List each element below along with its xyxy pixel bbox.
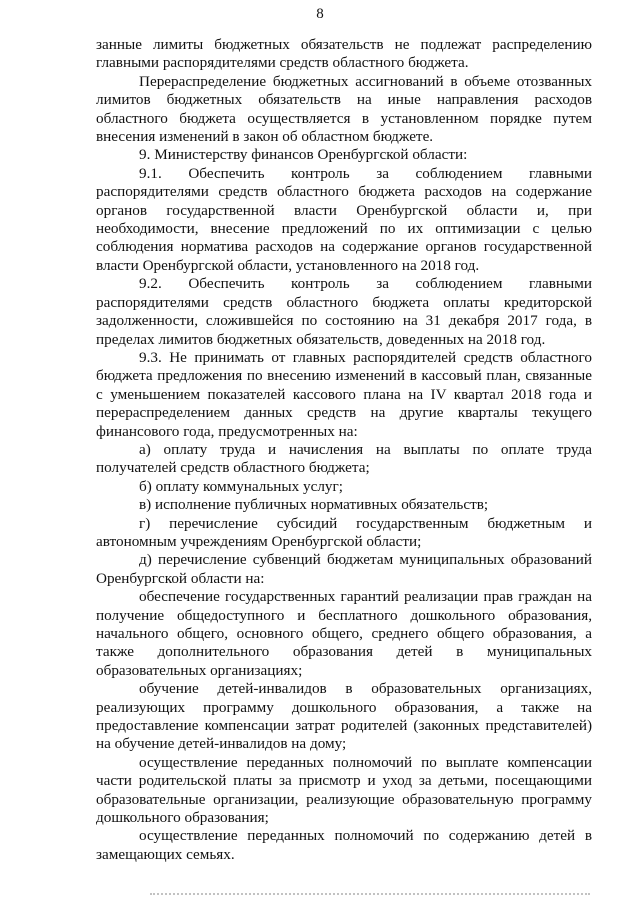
document-body [96,36,592,864]
paragraph-continuation: занные лимиты бюджетных обязательств не подлежат распределению главными распорядителями средств областного бюджета. [96,36,592,72]
subitem-foster-families: осуществление переданных полномочий по содержанию детей в замещающих семьях. [96,827,592,863]
subitem-guarantees: обеспечение государственных гарантий реализации прав граждан на получение общедоступного и бесплатного дошкольного образования, начального общего, основного общего, среднего общего образования, а также дополнительного образования детей в муниципальных образовательных организациях; [96,588,592,679]
subitem-disabled-children: обучение детей-инвалидов в образовательных организациях, реализующих программу дошкольного образования, а также на предоставление компенсации затрат родителей (законных представителей) на обучение детей-инвалидов на дому; [96,680,592,753]
paragraph-reallocation: Перераспределение бюджетных ассигнований в объеме отозванных лимитов бюджетных обязательств на иные направления расходов областного бюджета осуществляется в установленном порядке путем внесения изменений в закон об областном бюджете. [96,72,592,146]
list-item-a: а) оплату труда и начисления на выплаты по оплате труда получателей средств областного бюджета; [96,440,592,477]
list-item-b: б) оплату коммунальных услуг; [139,477,343,495]
list-item-d: д) перечисление субвенций бюджетам муниципальных образований Оренбургской области на: [96,551,592,587]
subitem-parental-compensation: осуществление переданных полномочий по выплате компенсации части родительской платы за присмотр и уход за детьми, посещающими образовательные организации, реализующие образовательную программу дошкольного образования; [96,753,592,827]
page-number: 8 [316,6,324,22]
list-item-g: г) перечисление субсидий государственным бюджетным и автономным учреждениям Оренбургской области; [96,514,592,550]
list-item-v: в) исполнение публичных нормативных обязательств; [139,496,489,514]
clause-9-2: 9.2. Обеспечить контроль за соблюдением главными распорядителями средств областного бюджета оплаты кредиторской задолженности, сложившейся по состоянию на 31 декабря 2017 года, в пределах лимитов бюджетных обязательств, доведенных на 2018 год. [96,275,592,348]
clause-9-3: 9.3. Не принимать от главных распорядителей средств областного бюджета предложения по внесению изменений в кассовый план, связанные с уменьшением показателей кассового плана на IV квартал 2018 года и перераспределением данных средств на другие кварталы текущего финансового года, предусмотренных на: [96,348,592,440]
clause-9-1: 9.1. Обеспечить контроль за соблюдением главными распорядителями средств областного бюджета расходов на содержание органов государственной власти Оренбургской области и, при необходимости, внесение предложений по их оптимизации с целью соблюдения норматива расходов на содержание органов государственной власти Оренбургской области, установленного на 2018 год. [96,164,592,274]
section-9-heading: 9. Министерству финансов Оренбургской области: [139,146,468,164]
scan-artifact-line [150,893,590,899]
